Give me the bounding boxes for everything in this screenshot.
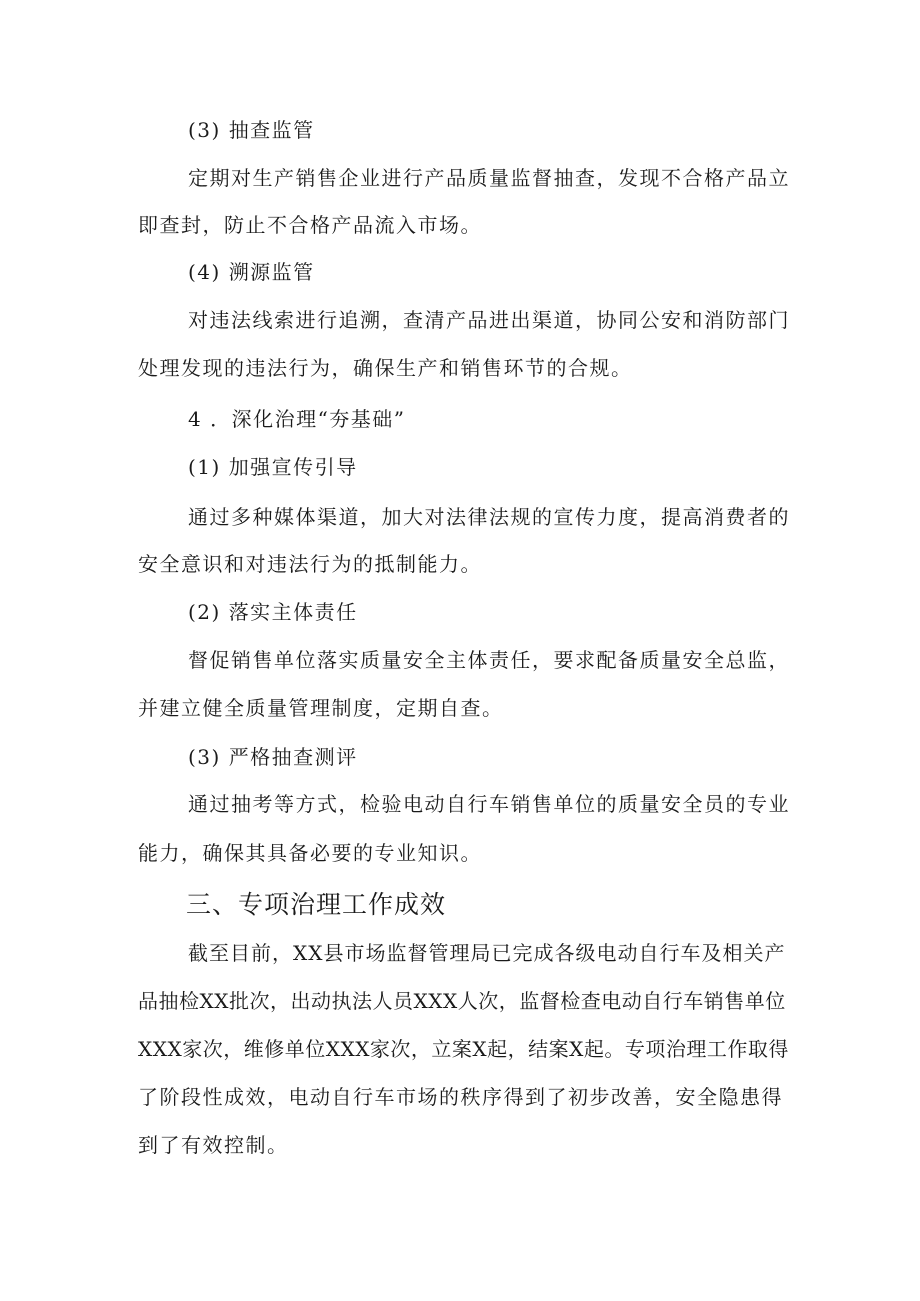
paragraph-traceability-line-1: 对违法线索进行追溯，查清产品进出渠道，协同公安和消防部门 xyxy=(188,308,790,332)
paragraph-results-line-2: 品抽检XX批次，出动执法人员XXX人次，监督检查电动自行车销售单位 xyxy=(138,989,786,1013)
paragraph-spot-check-line-2: 即查封，防止不合格产品流入市场。 xyxy=(138,213,482,237)
paragraph-traceability-line-2: 处理发现的违法行为，确保生产和销售环节的合规。 xyxy=(138,356,633,380)
paragraph-results-line-3: XXX家次，维修单位XXX家次，立案X起，结案X起。专项治理工作取得 xyxy=(138,1037,789,1061)
paragraph-publicity-line-2: 安全意识和对违法行为的抵制能力。 xyxy=(138,552,482,576)
subheading-publicity: (1) 加强宣传引导 xyxy=(188,455,358,479)
paragraph-evaluation-line-1: 通过抽考等方式，检验电动自行车销售单位的质量安全员的专业 xyxy=(188,792,790,816)
section-title-results: 三、专项治理工作成效 xyxy=(186,890,447,919)
paragraph-responsibility-line-2: 并建立健全质量管理制度，定期自查。 xyxy=(138,696,504,720)
subheading-spot-check: (3) 抽查监管 xyxy=(188,118,315,142)
paragraph-responsibility-line-1: 督促销售单位落实质量安全主体责任，要求配备质量安全总监， xyxy=(188,648,790,672)
paragraph-publicity-line-1: 通过多种媒体渠道，加大对法律法规的宣传力度，提高消费者的 xyxy=(188,505,790,529)
subheading-responsibility: (2) 落实主体责任 xyxy=(188,600,358,624)
paragraph-results-line-1: 截至目前，XX县市场监督管理局已完成各级电动自行车及相关产 xyxy=(188,941,786,965)
subheading-traceability: (4) 溯源监管 xyxy=(188,260,315,284)
heading-deepen-governance: 4 ．深化治理“夯基础” xyxy=(188,407,406,431)
paragraph-results-line-5: 到了有效控制。 xyxy=(138,1133,289,1157)
subheading-strict-evaluation: (3) 严格抽查测评 xyxy=(188,745,358,769)
paragraph-results-line-4: 了阶段性成效，电动自行车市场的秩序得到了初步改善，安全隐患得 xyxy=(138,1085,783,1109)
paragraph-spot-check-line-1: 定期对生产销售企业进行产品质量监督抽查，发现不合格产品立 xyxy=(188,166,790,190)
paragraph-evaluation-line-2: 能力，确保其具备必要的专业知识。 xyxy=(138,841,482,865)
